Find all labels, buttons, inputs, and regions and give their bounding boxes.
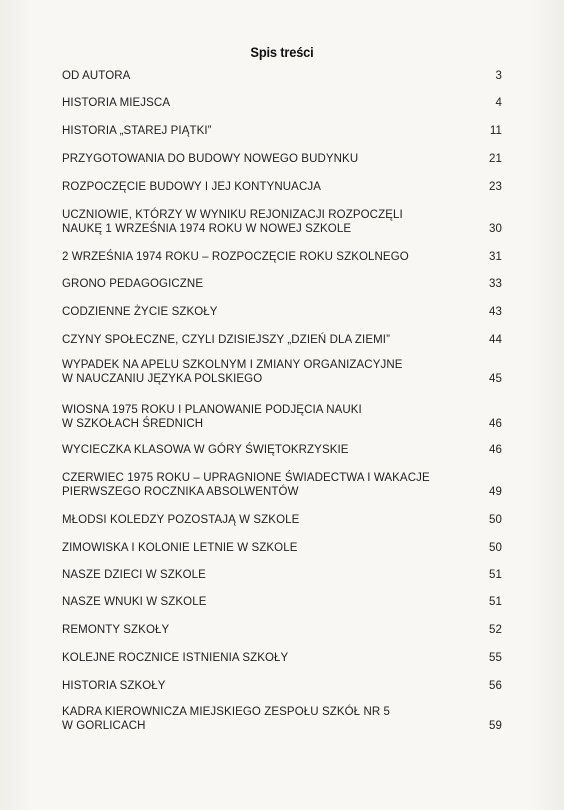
toc-entry[interactable] [62, 705, 502, 733]
toc-entry-title-continued: PIERWSZEGO ROCZNIKA ABSOLWENTÓW [62, 486, 299, 498]
toc-entry-title: PRZYGOTOWANIA DO BUDOWY NOWEGO BUDYNKU [62, 153, 359, 165]
toc-entry-title: KOLEJNE ROCZNICE ISTNIENIA SZKOŁY [62, 652, 289, 664]
toc-entry-title-continued: W GORLICACH [62, 720, 146, 732]
toc-entry-page-number: 46 [489, 444, 502, 456]
toc-entry-page-number: 23 [489, 181, 502, 193]
toc-entry-title: 2 WRZEŚNIA 1974 ROKU – ROZPOCZĘCIE ROKU SZKOLNEGO [62, 251, 409, 263]
toc-entry[interactable] [62, 623, 502, 637]
toc-entry[interactable] [62, 250, 502, 264]
toc-entry-title: KADRA KIEROWNICZA MIEJSKIEGO ZESPOŁU SZKÓŁ NR 5 [62, 706, 391, 718]
toc-entry[interactable] [62, 305, 502, 319]
toc-entry-page-number: 51 [489, 596, 502, 608]
toc-entry[interactable] [62, 403, 502, 431]
toc-entry[interactable] [62, 541, 502, 555]
toc-entry-page-number: 21 [489, 153, 502, 165]
toc-entry-page-number: 30 [489, 223, 502, 235]
toc-entry[interactable] [62, 69, 502, 83]
toc-entry-page-number: 4 [495, 97, 502, 109]
toc-entry-title-continued: W NAUCZANIU JĘZYKA POLSKIEGO [62, 373, 263, 385]
page-title: Spis treści [250, 44, 314, 60]
toc-entry-page-number: 59 [489, 720, 502, 732]
toc-entry-page-number: 52 [489, 624, 502, 636]
toc-entry[interactable] [62, 96, 502, 110]
toc-entry-page-number: 51 [489, 569, 502, 581]
toc-entry-page-number: 50 [489, 514, 502, 526]
toc-entry-title: CODZIENNE ŻYCIE SZKOŁY [62, 306, 218, 318]
toc-entry-page-number: 56 [489, 680, 502, 692]
toc-entry-page-number: 44 [489, 334, 502, 346]
toc-entry[interactable] [62, 595, 502, 609]
toc-entry-title: REMONTY SZKOŁY [62, 624, 170, 636]
toc-entry-title: WIOSNA 1975 ROKU I PLANOWANIE PODJĘCIA NAUKI [62, 404, 362, 416]
toc-entry[interactable] [62, 358, 502, 386]
toc-entry-title: GRONO PEDAGOGICZNE [62, 278, 204, 290]
toc-entry-title: WYCIECZKA KLASOWA W GÓRY ŚWIĘTOKRZYSKIE [62, 444, 349, 456]
toc-entry[interactable] [62, 152, 502, 166]
toc-entry[interactable] [62, 513, 502, 527]
toc-entry-page-number: 3 [495, 70, 502, 82]
toc-entry-page-number: 33 [489, 278, 502, 290]
toc-entry[interactable] [62, 679, 502, 693]
toc-entry-title: CZYNY SPOŁECZNE, CZYLI DZISIEJSZY „DZIEŃ DLA ZIEMI” [62, 334, 391, 346]
toc-entry-title: ROZPOCZĘCIE BUDOWY I JEJ KONTYNUACJA [62, 181, 321, 193]
toc-entry-title: HISTORIA „STAREJ PIĄTKI” [62, 125, 212, 137]
toc-entry-title: NASZE WNUKI W SZKOLE [62, 596, 207, 608]
toc-entry-page-number: 45 [489, 373, 502, 385]
toc-entry[interactable] [62, 651, 502, 665]
toc-entry-page-number: 50 [489, 542, 502, 554]
toc-entry-page-number: 49 [489, 486, 502, 498]
toc-entry-title: NASZE DZIECI W SZKOLE [62, 569, 206, 581]
toc-entry-title: CZERWIEC 1975 ROKU – UPRAGNIONE ŚWIADECTWA I WAKACJE [62, 472, 430, 484]
toc-entry-title: HISTORIA SZKOŁY [62, 680, 166, 692]
toc-entry[interactable] [62, 277, 502, 291]
toc-entry-page-number: 55 [489, 652, 502, 664]
toc-entry-title: UCZNIOWIE, KTÓRZY W WYNIKU REJONIZACJI ROZPOCZĘLI [62, 209, 403, 221]
toc-entry-page-number: 43 [489, 306, 502, 318]
toc-entry-title-continued: NAUKĘ 1 WRZEŚNIA 1974 ROKU W NOWEJ SZKOLE [62, 223, 352, 235]
toc-entry-title: OD AUTORA [62, 70, 131, 82]
toc-entry[interactable] [62, 568, 502, 582]
toc-entry-title: MŁODSI KOLEDZY POZOSTAJĄ W SZKOLE [62, 514, 300, 526]
toc-entry[interactable] [62, 333, 502, 347]
toc-entry-title-continued: W SZKOŁACH ŚREDNICH [62, 418, 204, 430]
toc-entry[interactable] [62, 443, 502, 457]
toc-entry[interactable] [62, 471, 502, 499]
toc-entry-title: WYPADEK NA APELU SZKOLNYM I ZMIANY ORGANIZACYJNE [62, 359, 403, 371]
toc-entry-title: HISTORIA MIEJSCA [62, 97, 171, 109]
toc-entry[interactable] [62, 124, 502, 138]
toc-entry-title: ZIMOWISKA I KOLONIE LETNIE W SZKOLE [62, 542, 298, 554]
toc-entry[interactable] [62, 180, 502, 194]
toc-entry[interactable] [62, 208, 502, 236]
toc-entry-page-number: 46 [489, 418, 502, 430]
toc-entry-page-number: 11 [489, 125, 502, 137]
toc-entry-page-number: 31 [489, 251, 502, 263]
